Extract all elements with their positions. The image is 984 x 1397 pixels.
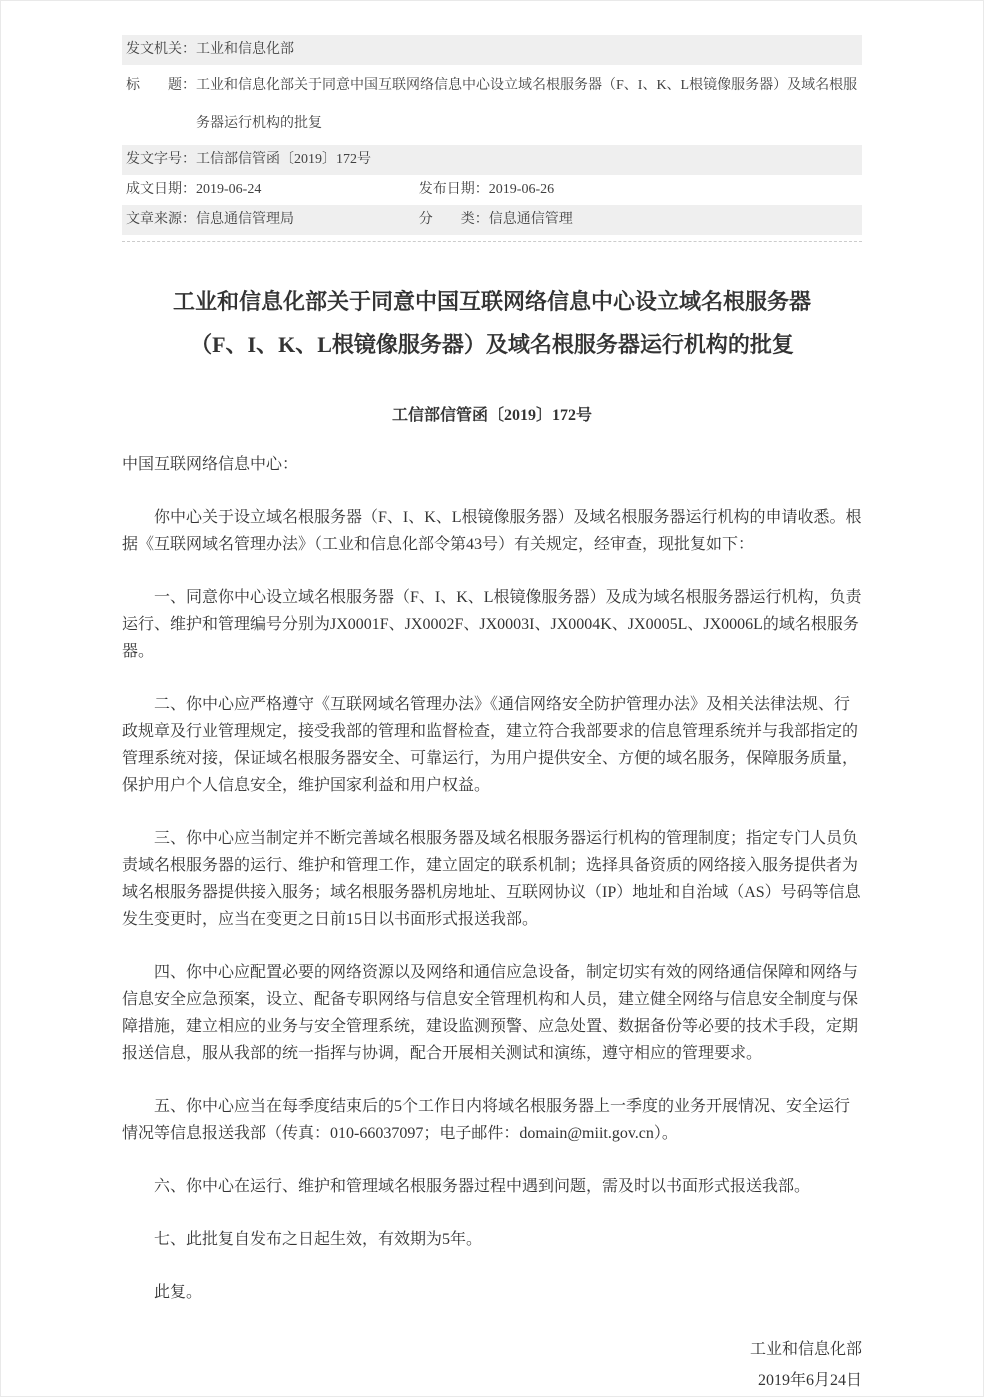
meta-label-written-date: 成文日期： bbox=[126, 182, 196, 197]
meta-cell-category bbox=[419, 205, 858, 235]
signature-org: 工业和信息化部 bbox=[749, 1341, 862, 1358]
paragraph-item-7: 七、此批复自发布之日起生效，有效期为5年。 bbox=[154, 1231, 483, 1248]
paragraph-addressee: 中国互联网络信息中心： bbox=[122, 456, 299, 473]
meta-label-source: 文章来源： bbox=[126, 212, 196, 227]
paragraph-item-5: 五、你中心应当在每季度结束后的5个工作日内将域名根服务器上一季度的业务开展情况、安全运行情况等信息报送我部（传真：010-66037097；电子邮件：domain@miit.gov.cn）。 bbox=[122, 1098, 851, 1142]
meta-row-source-category bbox=[122, 205, 862, 235]
meta-cell-source bbox=[126, 205, 419, 235]
meta-value-doc-number: 工信部信管函〔2019〕172号 bbox=[196, 152, 371, 167]
meta-value-issuing-org: 工业和信息化部 bbox=[196, 42, 294, 57]
document-meta-table bbox=[122, 35, 862, 242]
meta-label-publish-date: 发布日期： bbox=[418, 182, 489, 197]
meta-value-source: 信息通信管理局 bbox=[196, 212, 294, 227]
meta-value-publish-date: 2019-06-26 bbox=[488, 182, 555, 197]
meta-label-issuing-org: 发文机关： bbox=[126, 42, 196, 57]
paragraph-closing: 此复。 bbox=[154, 1284, 203, 1301]
document-body bbox=[122, 451, 862, 1306]
meta-label-category: 分 类： bbox=[418, 212, 489, 227]
signature-date: 2019年6月24日 bbox=[757, 1372, 862, 1389]
meta-cell-publish-date bbox=[419, 175, 858, 205]
meta-label-title: 标 题： bbox=[126, 78, 196, 93]
paragraph-item-2: 二、你中心应严格遵守《互联网域名管理办法》《通信网络安全防护管理办法》及相关法律法规、行政规章及行业管理规定，接受我部的管理和监督检查，建立符合我部要求的信息管理系统并与我部指定的管理系统对接，保证域名根服务器安全、可靠运行，为用户提供安全、方便的域名服务，保障服务质量，保护用户个人信息安全，维护国家利益和用户权益。 bbox=[122, 696, 859, 794]
meta-value-title: 工业和信息化部关于同意中国互联网络信息中心设立域名根服务器（F、I、K、L根镜像服务器）及域名根服务器运行机构的批复 bbox=[196, 78, 858, 131]
paragraph-item-4: 四、你中心应配置必要的网络资源以及网络和通信应急设备，制定切实有效的网络通信保障和网络与信息安全应急预案，设立、配备专职网络与信息安全管理机构和人员，建立健全网络与信息安全制度与保障措施，建立相应的业务与安全管理系统，建设监测预警、应急处置、数据备份等必要的技术手段，定期报送信息，服从我部的统一指挥与协调，配合开展相关测试和演练，遵守相应的管理要求。 bbox=[122, 964, 859, 1062]
paragraph-item-6: 六、你中心在运行、维护和管理域名根服务器过程中遇到问题，需及时以书面形式报送我部。 bbox=[154, 1178, 811, 1195]
meta-row-doc-number bbox=[122, 145, 862, 175]
paragraph-intro: 你中心关于设立域名根服务器（F、I、K、L根镜像服务器）及域名根服务器运行机构的申请收悉。根据《互联网域名管理办法》（工业和信息化部令第43号）有关规定，经审查，现批复如下： bbox=[122, 509, 862, 553]
signature-block bbox=[122, 1334, 862, 1396]
meta-row-issuing-org bbox=[122, 35, 862, 65]
meta-label-doc-number: 发文字号： bbox=[126, 152, 196, 167]
document-title bbox=[122, 280, 862, 366]
paragraph-item-1: 一、同意你中心设立域名根服务器（F、I、K、L根镜像服务器）及成为域名根服务器运行机构，负责运行、维护和管理编号分别为JX0001F、JX0002F、JX0003I、JX0004K、JX0005L、JX0006L的域名根服务器。 bbox=[122, 589, 862, 660]
meta-value-written-date: 2019-06-24 bbox=[196, 182, 262, 197]
document-number: 工信部信管函〔2019〕172号 bbox=[391, 407, 592, 424]
meta-row-dates bbox=[122, 175, 862, 205]
paragraph-item-3: 三、你中心应当制定并不断完善域名根服务器及域名根服务器运行机构的管理制度；指定专门人员负责域名根服务器的运行、维护和管理工作，建立固定的联系机制；选择具备资质的网络接入服务提供者为域名根服务器提供接入服务；域名根服务器机房地址、互联网协议（IP）地址和自治域（AS）号码等信息发生变更时，应当在变更之日前15日以书面形式报送我部。 bbox=[122, 830, 861, 928]
meta-row-title bbox=[122, 65, 862, 145]
document-title-line1: 工业和信息化部关于同意中国互联网络信息中心设立域名根服务器 bbox=[172, 289, 811, 314]
document-content bbox=[122, 1, 862, 1396]
meta-value-category: 信息通信管理 bbox=[488, 212, 573, 227]
meta-cell-written-date bbox=[126, 175, 419, 205]
document-title-line2: （F、I、K、L根镜像服务器）及域名根服务器运行机构的批复 bbox=[190, 332, 794, 357]
